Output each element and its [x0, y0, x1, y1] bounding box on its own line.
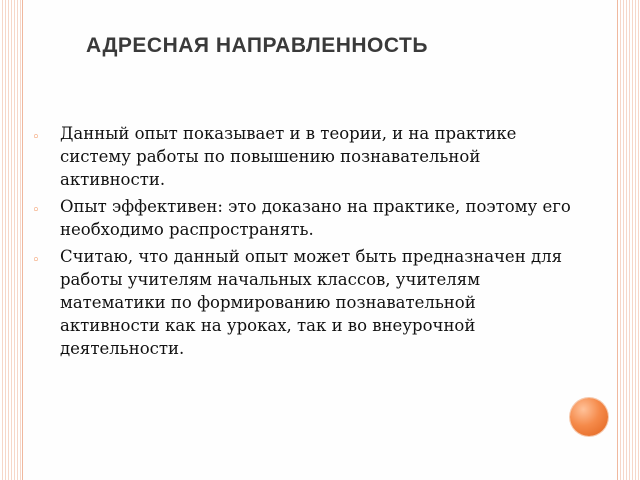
- bullet-circle-icon: ◦: [32, 130, 40, 145]
- bullet-list: [32, 122, 572, 364]
- slide-title: АДРЕСНАЯ НАПРАВЛЕННОСТЬ: [86, 34, 428, 57]
- left-stripe-border: [0, 0, 22, 480]
- bullet-item: [32, 122, 572, 191]
- bullet-text: Опыт эффективен: это доказано на практике, поэтому его необходимо распространять.: [60, 197, 571, 239]
- bullet-text: Данный опыт показывает и в теории, и на практике систему работы по повышению познавательной активности.: [60, 124, 517, 189]
- right-border-line: [617, 0, 618, 480]
- bullet-item: [32, 195, 572, 241]
- left-border-line: [22, 0, 23, 480]
- orange-orb-icon: [570, 398, 608, 436]
- right-stripe-border: [618, 0, 640, 480]
- bullet-circle-icon: ◦: [32, 253, 40, 268]
- bullet-text: Считаю, что данный опыт может быть предназначен для работы учителям начальных классов, учителям математики по формированию познавательной активности как на уроках, так и во внеурочной деятельности.: [60, 247, 562, 358]
- bullet-circle-icon: ◦: [32, 203, 40, 218]
- bullet-item: [32, 245, 572, 360]
